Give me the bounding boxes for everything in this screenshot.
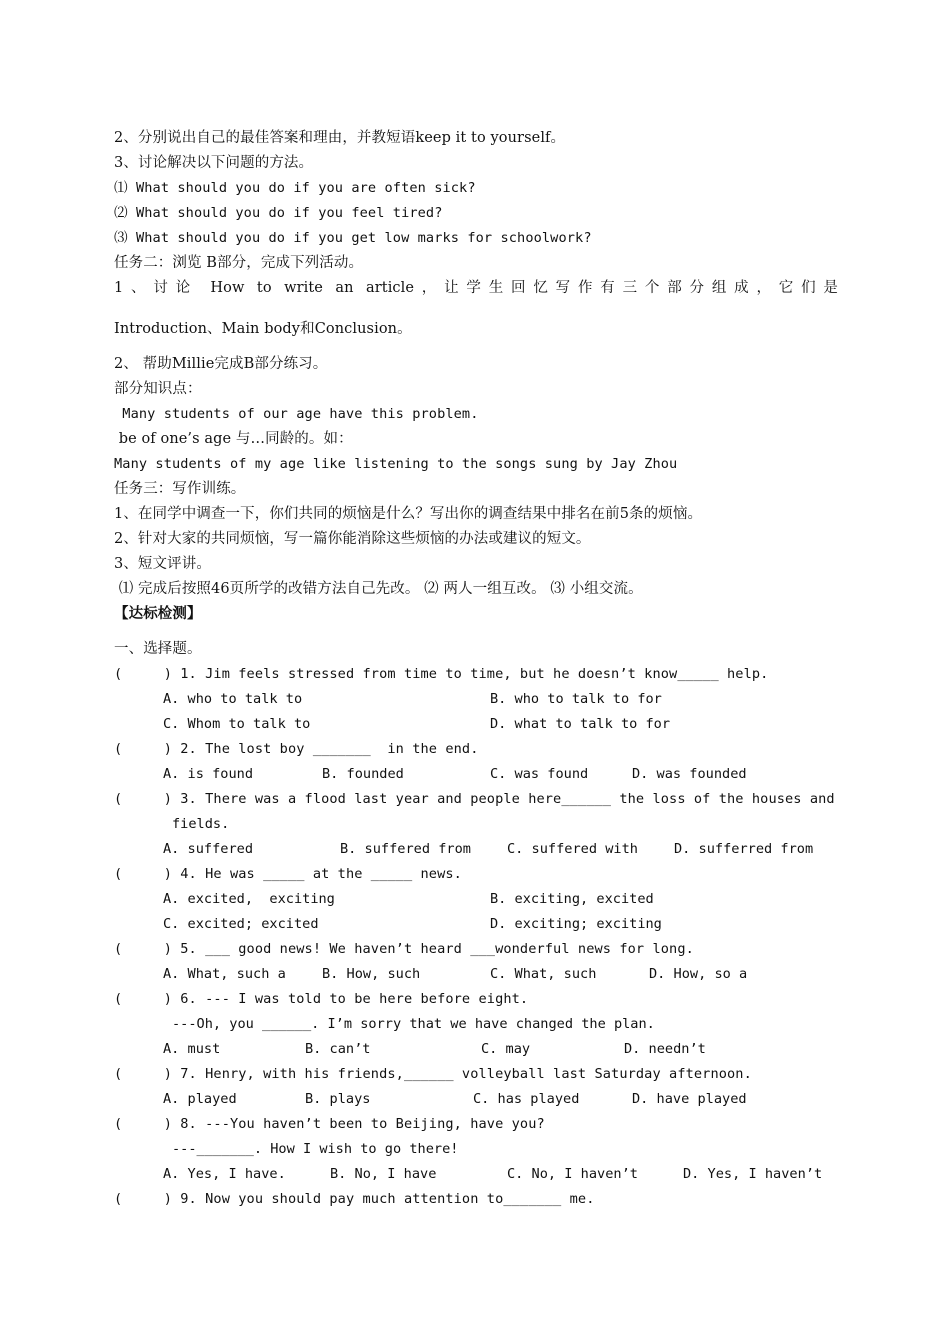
- question-1-stem: ( ) 1. Jim feels stressed from time to time, but he doesn’t know_____ help.: [114, 666, 769, 682]
- question-6-stem: ( ) 6. --- I was told to be here before eight.: [114, 991, 529, 1007]
- question-8-option-c: C. No, I haven’t: [507, 1166, 638, 1182]
- task3-title: 任务三：写作训练。: [114, 481, 246, 497]
- question-6-option-b: B. can’t: [305, 1041, 371, 1057]
- task3-item-3: 3、短文评讲。: [114, 556, 211, 572]
- discussion-question-1: ⑴ What should you do if you are often sick?: [114, 180, 476, 196]
- task2-title: 任务二：浏览 B部分，完成下列活动。: [114, 255, 364, 271]
- task2-item-1: 1、讨论 How to write an article，让学生回忆写作有三个部分组成，它们是: [114, 280, 838, 296]
- intro-line-3: 3、讨论解决以下问题的方法。: [114, 155, 314, 171]
- question-2-stem: ( ) 2. The lost boy _______ in the end.: [114, 741, 479, 757]
- question-3-stem: ( ) 3. There was a flood last year and people here______ the loss of the houses and: [114, 791, 835, 807]
- question-3-stem-continued: fields.: [172, 816, 230, 832]
- discussion-question-2: ⑵ What should you do if you feel tired?: [114, 205, 443, 221]
- question-3-option-d: D. sufferred from: [674, 841, 814, 857]
- question-4-option-a: A. excited, exciting: [163, 891, 335, 907]
- question-6-option-a: A. must: [163, 1041, 221, 1057]
- question-1-option-a: A. who to talk to: [163, 691, 303, 707]
- task2-item-2: 2、 帮助Millie完成B部分练习。: [114, 356, 328, 372]
- task2-item-1-continued: Introduction、Main body和Conclusion。: [114, 321, 412, 337]
- question-6-stem-continued: ---Oh, you ______. I’m sorry that we have changed the plan.: [172, 1016, 655, 1032]
- question-2-option-c: C. was found: [490, 766, 589, 782]
- discussion-question-3: ⑶ What should you do if you get low marks for schoolwork?: [114, 230, 592, 246]
- question-7-option-a: A. played: [163, 1091, 237, 1107]
- question-7-option-b: B. plays: [305, 1091, 371, 1107]
- check-section-title: 【达标检测】: [114, 605, 202, 622]
- multiple-choice-heading: 一、选择题。: [114, 641, 202, 657]
- question-4-option-d: D. exciting; exciting: [490, 916, 662, 932]
- question-4-option-b: B. exciting, excited: [490, 891, 654, 907]
- question-1-option-b: B. who to talk to for: [490, 691, 662, 707]
- question-9-stem: ( ) 9. Now you should pay much attention to_______ me.: [114, 1191, 595, 1207]
- knowledge-point-2: be of one’s age 与…同龄的。如：: [114, 431, 353, 447]
- question-5-stem: ( ) 5. ___ good news! We haven’t heard ___wonderful news for long.: [114, 941, 694, 957]
- task3-item-2: 2、针对大家的共同烦恼，写一篇你能消除这些烦恼的办法或建议的短文。: [114, 531, 591, 547]
- question-5-option-d: D. How, so a: [649, 966, 748, 982]
- question-7-option-c: C. has played: [473, 1091, 580, 1107]
- question-8-option-b: B. No, I have: [330, 1166, 437, 1182]
- question-6-option-c: C. may: [481, 1041, 531, 1057]
- question-5-option-a: A. What, such a: [163, 966, 286, 982]
- question-2-option-b: B. founded: [322, 766, 404, 782]
- question-5-option-c: C. What, such: [490, 966, 597, 982]
- question-2-option-d: D. was founded: [632, 766, 747, 782]
- question-5-option-b: B. How, such: [322, 966, 421, 982]
- question-8-option-a: A. Yes, I have.: [163, 1166, 286, 1182]
- question-8-stem-continued: ---_______. How I wish to go there!: [172, 1141, 459, 1157]
- question-8-stem: ( ) 8. ---You haven’t been to Beijing, have you?: [114, 1116, 545, 1132]
- knowledge-points-title: 部分知识点：: [114, 381, 202, 397]
- question-3-option-b: B. suffered from: [340, 841, 471, 857]
- intro-line-2: 2、分别说出自己的最佳答案和理由，并教短语keep it to yourself。: [114, 130, 566, 146]
- question-7-stem: ( ) 7. Henry, with his friends,______ volleyball last Saturday afternoon.: [114, 1066, 752, 1082]
- question-8-option-d: D. Yes, I haven’t: [683, 1166, 823, 1182]
- question-7-option-d: D. have played: [632, 1091, 747, 1107]
- knowledge-point-example: Many students of my age like listening to the songs sung by Jay Zhou: [114, 456, 678, 472]
- knowledge-point-1: Many students of our age have this problem.: [114, 406, 479, 422]
- question-1-option-d: D. what to talk to for: [490, 716, 671, 732]
- question-2-option-a: A. is found: [163, 766, 254, 782]
- task3-item-1: 1、在同学中调查一下，你们共同的烦恼是什么？写出你的调查结果中排名在前5条的烦恼。: [114, 506, 703, 522]
- question-3-option-c: C. suffered with: [507, 841, 638, 857]
- question-4-stem: ( ) 4. He was _____ at the _____ news.: [114, 866, 462, 882]
- task3-item-3-detail: ⑴ 完成后按照46页所学的改错方法自己先改。 ⑵ 两人一组互改。 ⑶ 小组交流。: [114, 581, 643, 597]
- question-1-option-c: C. Whom to talk to: [163, 716, 311, 732]
- question-4-option-c: C. excited; excited: [163, 916, 319, 932]
- question-3-option-a: A. suffered: [163, 841, 254, 857]
- question-6-option-d: D. needn’t: [624, 1041, 706, 1057]
